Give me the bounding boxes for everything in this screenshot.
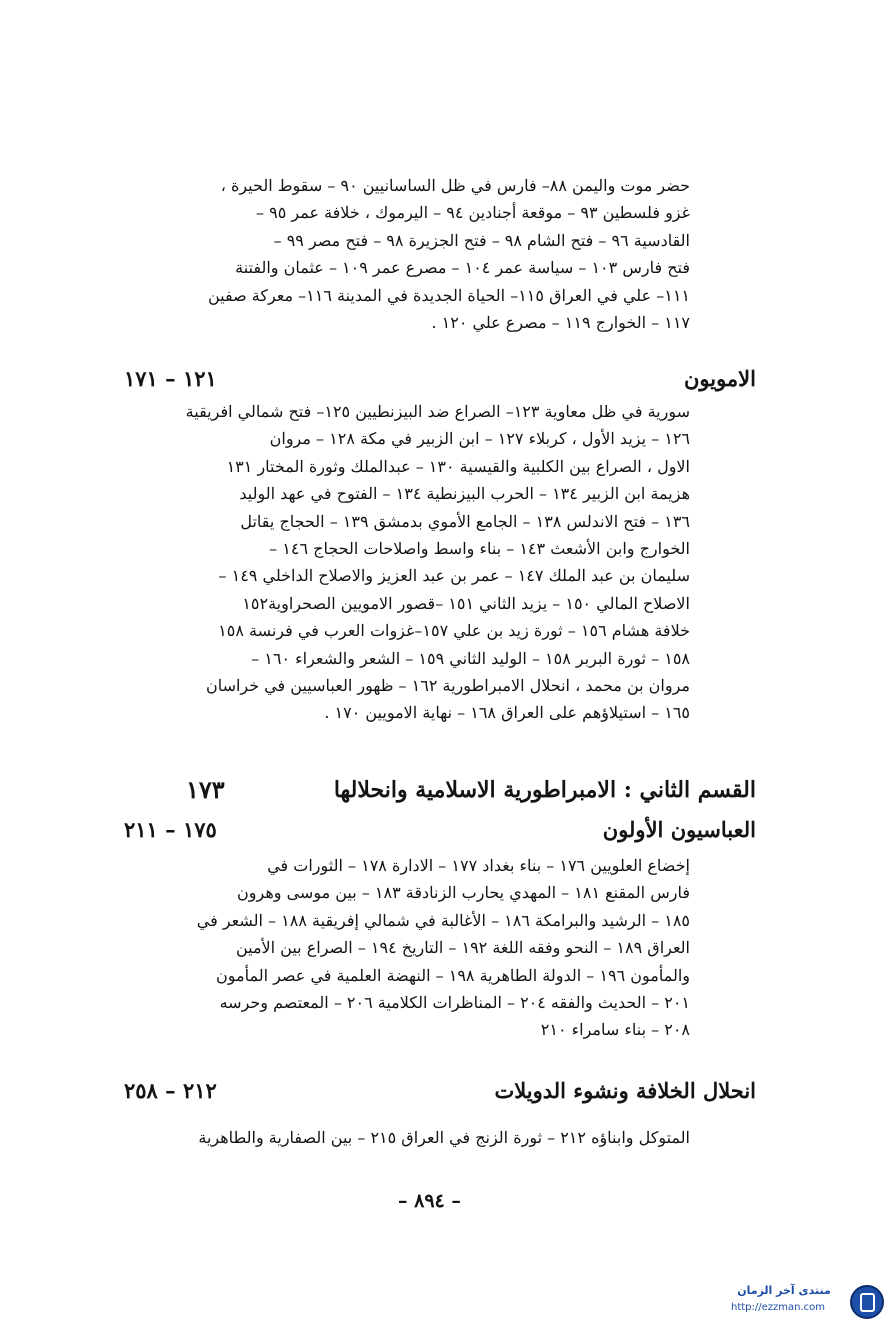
text-line: الخوارج وابن الأشعث ١٤٣ – بناء واسط واصلاحات الحجاج ١٤٦ – (269, 539, 690, 559)
watermark-url[interactable]: http://ezzman.com (730, 1302, 826, 1313)
text-line: ١٨٥ – الرشيد والبرامكة ١٨٦ – الأغالبة في شمالي إفريقية ١٨٨ – الشعر في (196, 910, 690, 930)
section-range-umayyads: ١٢١ – ١٧١ (124, 366, 217, 391)
watermark (700, 1280, 890, 1326)
text-line: فارس المقنع ١٨١ – المهدي يحارب الزنادقة ١٨٣ – بين موسى وهرون (237, 883, 690, 903)
text-line: المتوكل وابناؤه ٢١٢ – ثورة الزنج في العراق ٢١٥ – بين الصفارية والطاهرية (198, 1128, 690, 1147)
text-line: إخضاع العلويين ١٧٦ – بناء بغداد ١٧٧ – الادارة ١٧٨ – الثورات في (267, 856, 690, 875)
section-title-umayyads: الامويون (683, 366, 756, 391)
caliphate-decline-paragraph (198, 1124, 690, 1151)
text-line: القادسية ٩٦ – فتح الشام ٩٨ – فتح الجزيرة ٩٨ – فتح مصر ٩٩ – (273, 230, 690, 250)
text-line: والمأمون ١٩٦ – الدولة الطاهرية ١٩٨ – النهضة العلمية في عصر المأمون (215, 965, 690, 985)
text-line: حضر موت واليمن ٨٨– فارس في ظل الساسانيين ٩٠ – سقوط الحيرة ، (220, 176, 690, 195)
section-title-early-abbasids: العباسيون الأولون (602, 817, 756, 842)
text-line: ١٢٦ – يزيد الأول ، كربلاء ١٢٧ – ابن الزبير في مكة ١٢٨ – مروان (269, 429, 690, 449)
text-line: العراق ١٨٩ – النحو وفقه اللغة ١٩٢ – التاريخ ١٩٤ – الصراع بين الأمين (235, 938, 690, 958)
watermark-name: منتدى آخر الزمان (737, 1284, 831, 1297)
early-abbasids-paragraph (196, 852, 690, 1044)
text-line: سليمان بن عبد الملك ١٤٧ – عمر بن عبد العزيز والاصلاح الداخلي ١٤٩ – (218, 566, 690, 586)
text-line: سورية في ظل معاوية ١٢٣– الصراع ضد البيزنطيين ١٢٥– فتح شمالي افريقية (185, 402, 690, 421)
text-line: هزيمة ابن الزبير ١٣٤ – الحرب البيزنطية ١٣٤ – الفتوح في عهد الوليد (239, 484, 690, 504)
text-line: ٢٠٨ – بناء سامراء ٢١٠ (540, 1020, 690, 1040)
text-line: ١١٧ – الخوارج ١١٩ – مصرع علي ١٢٠ . (431, 313, 690, 333)
text-line: مروان بن محمد ، انحلال الامبراطورية ١٦٢ – ظهور العباسيين في خراسان (205, 676, 690, 696)
page-number: – ٨٩٤ – (398, 1190, 461, 1212)
part-two-title: القسم الثاني : الامبراطورية الاسلامية وانحلالها (333, 777, 756, 803)
text-line: ١٦٥ – استيلاؤهم على العراق ١٦٨ – نهاية الامويين ١٧٠ . (324, 703, 690, 723)
text-line: ١٣٦ – فتح الاندلس ١٣٨ – الجامع الأموي بدمشق ١٣٩ – الحجاج يقاتل (240, 511, 690, 531)
part-two-page: ١٧٣ (186, 775, 225, 804)
section-range-early-abbasids: ١٧٥ – ٢١١ (124, 817, 217, 842)
forum-logo-icon (850, 1285, 884, 1319)
text-line: غزو فلسطين ٩٣ – موقعة أجنادين ٩٤ – اليرموك ، خلافة عمر ٩٥ – (256, 203, 690, 223)
umayyads-paragraph (185, 398, 690, 727)
text-line: ١٥٨ – ثورة البربر ١٥٨ – الوليد الثاني ١٥٩ – الشعر والشعراء ١٦٠ – (251, 648, 690, 668)
text-line: فتح فارس ١٠٣ – سياسة عمر ١٠٤ – مصرع عمر ١٠٩ – عثمان والفتنة (235, 258, 690, 278)
intro-paragraph (206, 172, 690, 336)
text-line: الاول ، الصراع بين الكلبية والقيسية ١٣٠ – عبدالملك وثورة المختار ١٣١ (226, 456, 690, 476)
text-line: ١١١– علي في العراق ١١٥– الحياة الجديدة في المدينة ١١٦– معركة صفين (207, 285, 690, 305)
section-range-caliphate-decline: ٢١٢ – ٢٥٨ (124, 1078, 217, 1103)
text-line: ٢٠١ – الحديث والفقه ٢٠٤ – المناظرات الكلامية ٢٠٦ – المعتصم وحرسه (219, 993, 690, 1013)
section-title-caliphate-decline: انحلال الخلافة ونشوء الدويلات (494, 1078, 756, 1103)
text-line: خلافة هشام ١٥٦ – ثورة زيد بن علي ١٥٧–غزوات العرب في فرنسة ١٥٨ (218, 621, 690, 641)
text-line: الاصلاح المالي ١٥٠ – يزيد الثاني ١٥١ –قصور الامويين الصحراوية١٥٢ (242, 593, 690, 613)
